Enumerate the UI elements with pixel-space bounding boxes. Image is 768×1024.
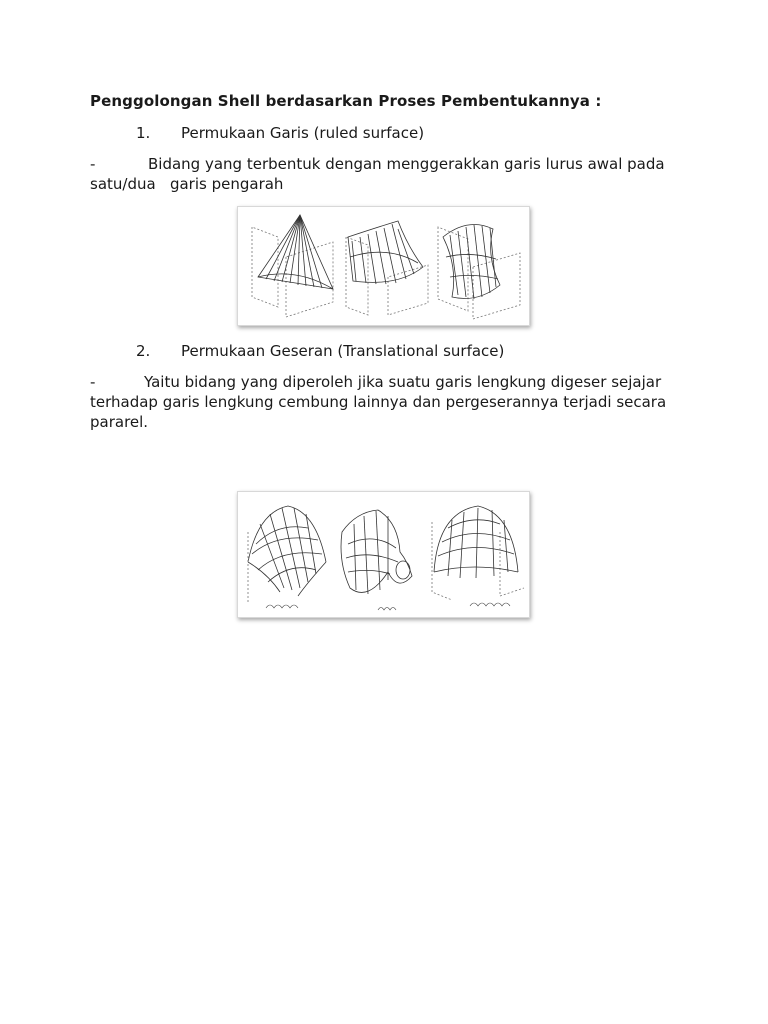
translational-surface-sketches-icon bbox=[238, 492, 529, 617]
section-1-title-text: Permukaan Garis (ruled surface) bbox=[181, 124, 425, 142]
section-1-title bbox=[136, 124, 424, 142]
section-2-title bbox=[136, 342, 504, 360]
section-2-line-1: Yaitu bidang yang diperoleh jika suatu garis lengkung digeser sejajar bbox=[144, 373, 662, 391]
ruled-surface-figure bbox=[237, 206, 530, 326]
bullet-dash: - bbox=[90, 155, 96, 173]
translational-surface-figure bbox=[237, 491, 530, 618]
section-2-number: 2. bbox=[136, 342, 151, 360]
section-2-line-2: terhadap garis lengkung cembung lainnya dan pergeserannya terjadi secara bbox=[90, 393, 667, 411]
bullet-dash: - bbox=[90, 373, 96, 391]
section-1-number: 1. bbox=[136, 124, 151, 142]
section-2-line-3: pararel. bbox=[90, 413, 149, 431]
document-heading: Penggolongan Shell berdasarkan Proses Pembentukannya : bbox=[90, 92, 602, 110]
section-2-title-text: Permukaan Geseran (Translational surface) bbox=[181, 342, 505, 360]
section-1-line-2: satu/dua garis pengarah bbox=[90, 175, 284, 193]
section-1-line-1: Bidang yang terbentuk dengan menggerakkan garis lurus awal pada bbox=[148, 155, 665, 173]
ruled-surface-sketches-icon bbox=[238, 207, 529, 325]
section-2-description bbox=[90, 372, 680, 432]
section-1-description bbox=[90, 154, 680, 194]
